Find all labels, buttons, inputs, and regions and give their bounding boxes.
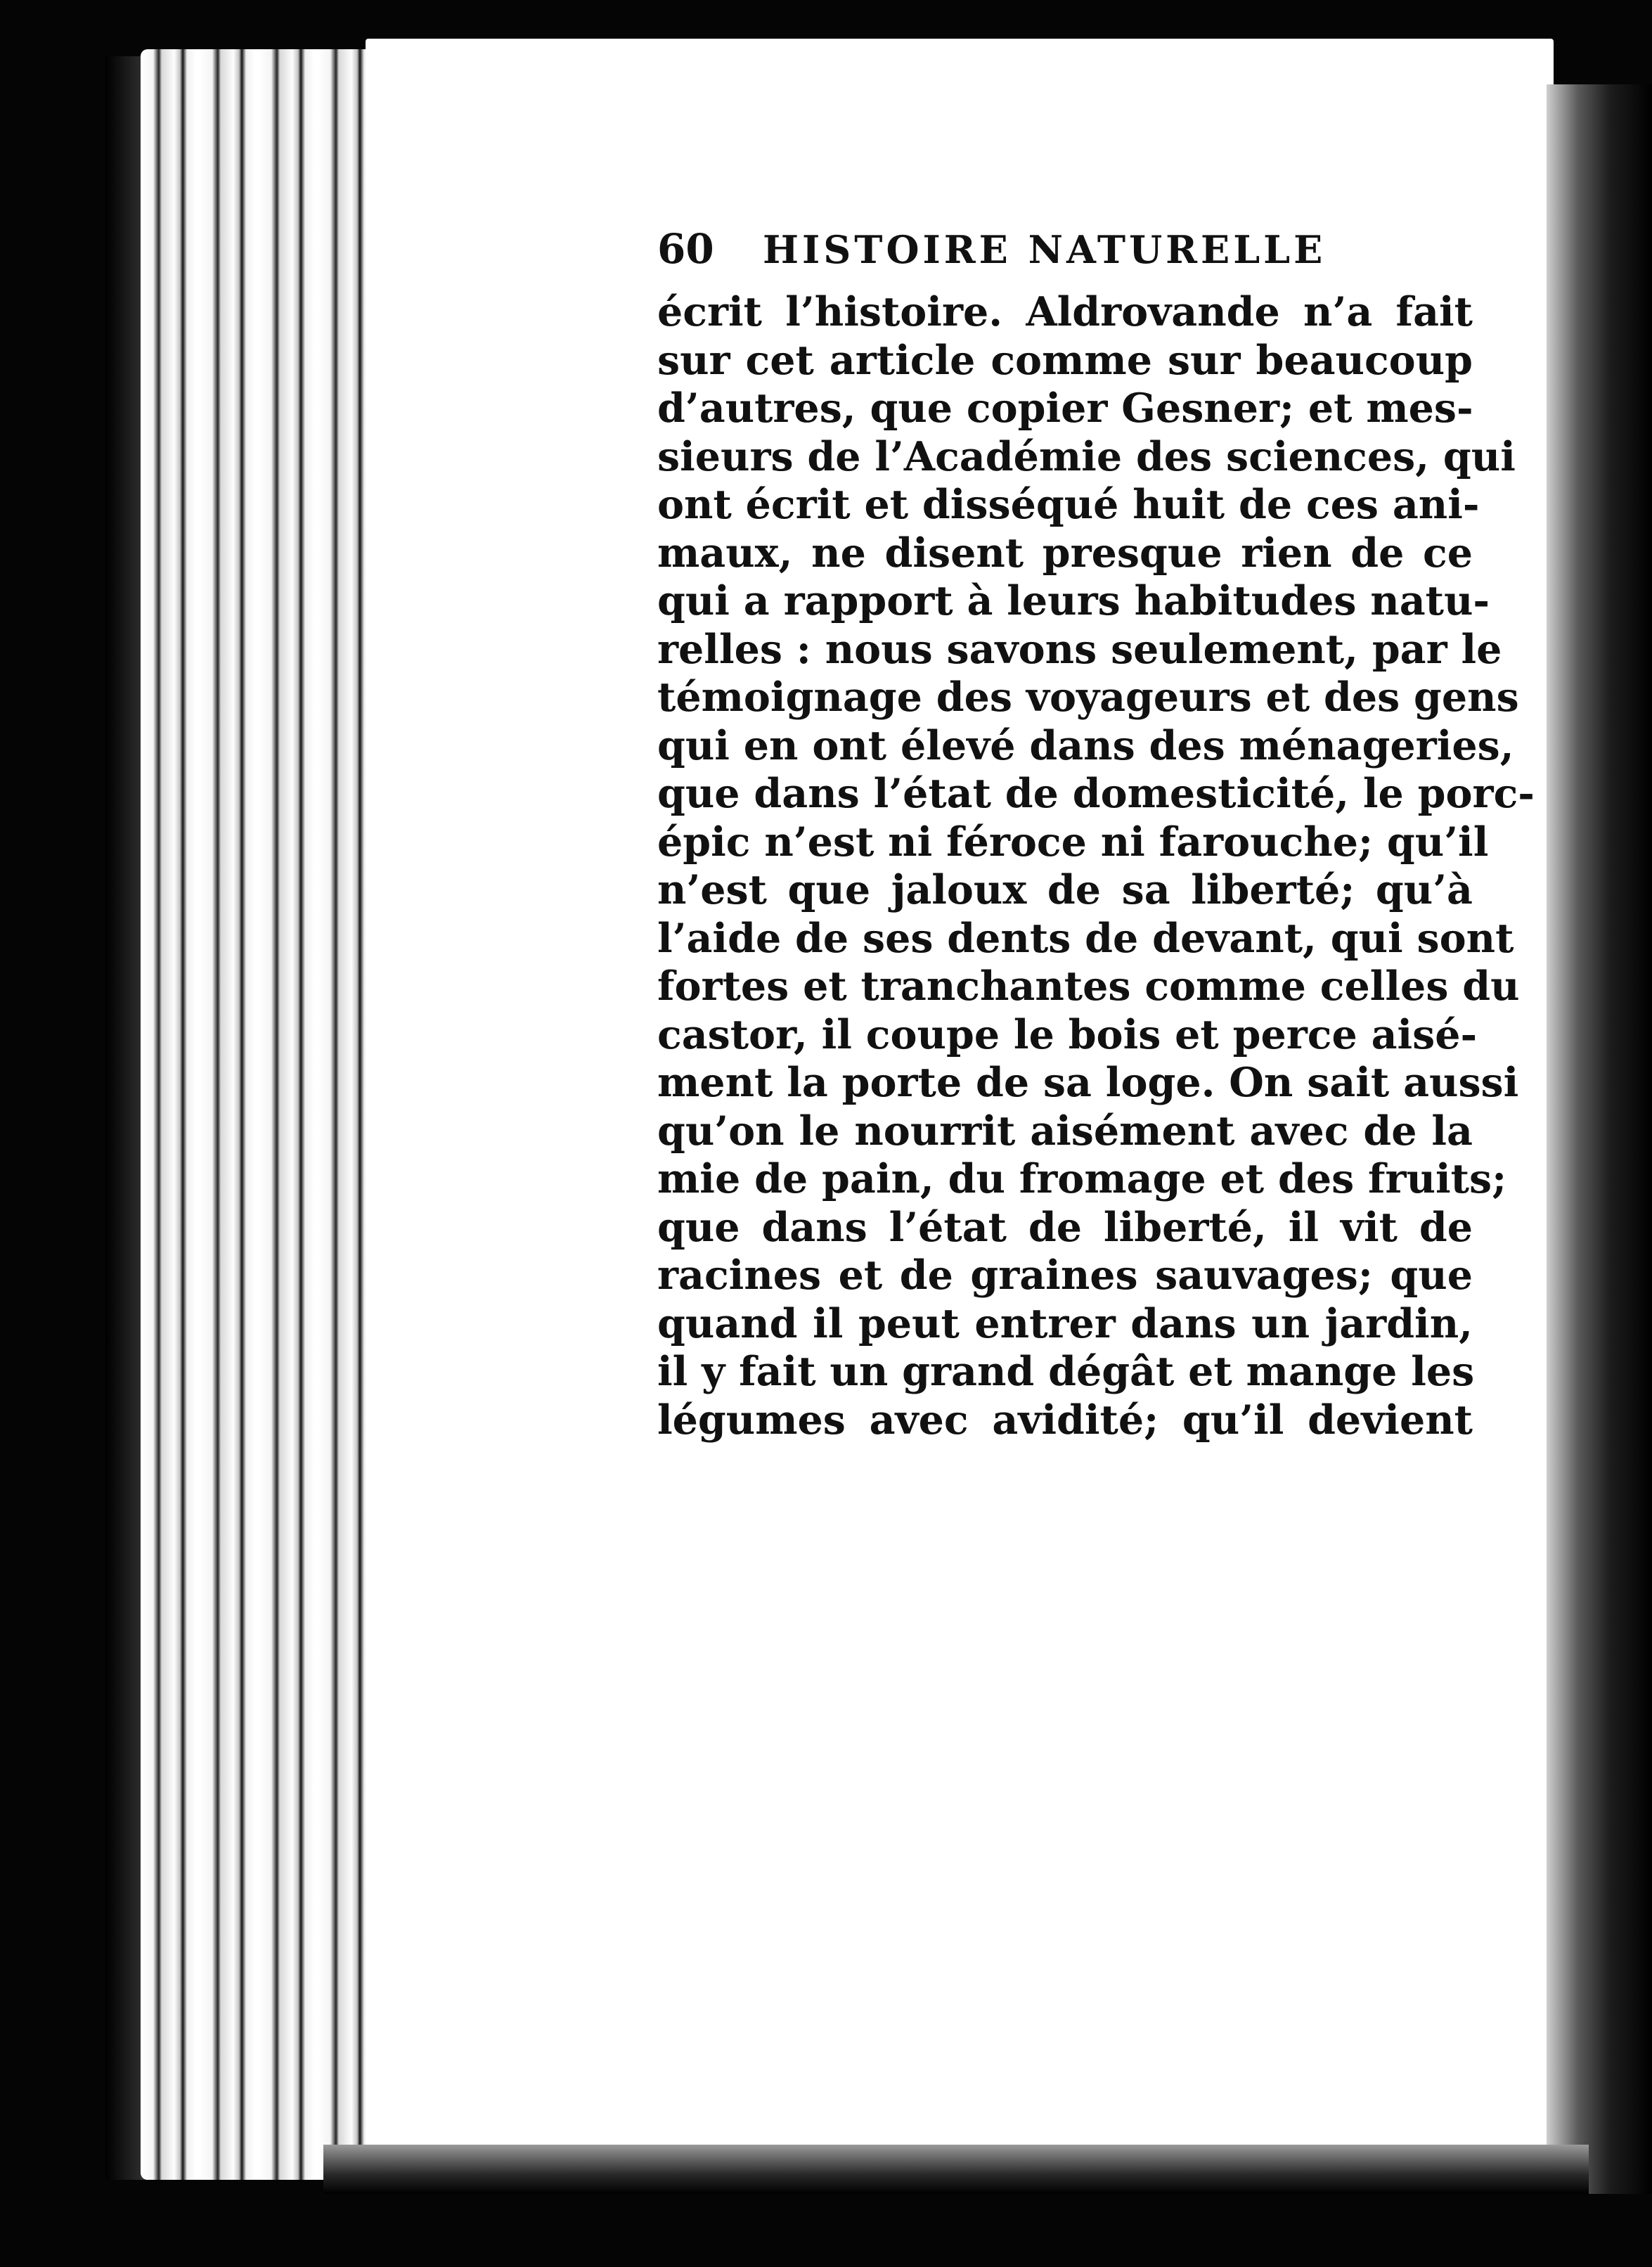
text-line: relles : nous savons seulement, par le <box>657 625 1502 673</box>
page-number: 60 <box>657 225 714 273</box>
text-line: racines et de graines sauvages; que <box>657 1252 1473 1299</box>
text-line: il y fait un grand dégât et mange les <box>657 1348 1475 1395</box>
text-line: quand il peut entrer dans un jardin, <box>657 1299 1473 1347</box>
text-line: l’aide de ses dents de devant, qui sont <box>657 914 1514 962</box>
running-head <box>657 225 1473 288</box>
text-line: qui en ont élevé dans des ménageries, <box>657 721 1514 769</box>
text-line: sur cet article comme sur beaucoup <box>657 336 1473 384</box>
text-line: épic n’est ni féroce ni farouche; qu’il <box>657 818 1489 866</box>
right-page-edge <box>1547 84 1652 2194</box>
page-edges <box>141 49 394 2180</box>
text-line: témoignage des voyageurs et des gens <box>657 674 1519 721</box>
text-line: fortes et tranchantes comme celles du <box>657 963 1520 1010</box>
text-line: maux, ne disent presque rien de ce <box>657 529 1473 577</box>
text-line: castor, il coupe le bois et perce aisé- <box>657 1010 1478 1058</box>
text-line: que dans l’état de domesticité, le porc- <box>657 770 1535 817</box>
running-head-title: HISTOIRE NATURELLE <box>763 227 1327 272</box>
text-line: que dans l’état de liberté, il vit de <box>657 1203 1473 1251</box>
text-line: qui a rapport à leurs habitudes natu- <box>657 577 1490 624</box>
text-line: écrit l’histoire. Aldrovande n’a fait <box>657 288 1473 335</box>
text-line: d’autres, que copier Gesner; et mes- <box>657 385 1473 432</box>
text-line: légumes avec avidité; qu’il devient <box>657 1396 1473 1444</box>
text-line: ment la porte de sa loge. On sait aussi <box>657 1059 1519 1106</box>
text-line: mie de pain, du fromage et des fruits; <box>657 1155 1507 1202</box>
bottom-page-edge <box>323 2145 1589 2194</box>
text-line: qu’on le nourrit aisément avec de la <box>657 1107 1473 1155</box>
text-line: n’est que jaloux de sa liberté; qu’à <box>657 866 1473 913</box>
text-line: ont écrit et disséqué huit de ces ani- <box>657 481 1480 528</box>
text-block <box>657 225 1535 1444</box>
text-line: sieurs de l’Académie des sciences, qui <box>657 432 1516 480</box>
